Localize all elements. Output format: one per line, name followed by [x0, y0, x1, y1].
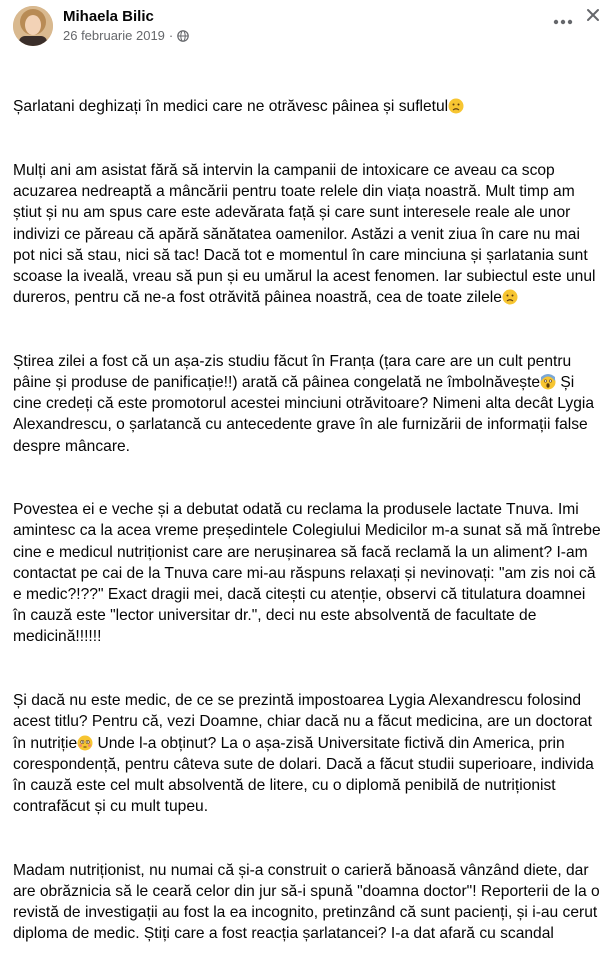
- close-icon[interactable]: [585, 6, 601, 29]
- avatar[interactable]: [13, 6, 53, 46]
- post-paragraph: Șarlatani deghizați în medici care ne otrăvesc pâinea și sufletul: [13, 96, 601, 117]
- post-paragraph: Povestea ei e veche și a debutat odată cu reclama la produsele lactate Tnuva. Imi amintesc ca la acea vreme președintele Colegiului Medicilor m-a sunat să mă întrebe cine e medicul nutriționist care are nerușinarea să facă reclamă la un aliment? I-am contactat pe cai de la Tnuva care mi-au răspuns relaxați și nevinovați: "am zis noi că e medic?!??" Exact dragii mei, dacă citești cu atenție, observi că titulatura doamnei în cauză este "lector universitar dr.", deci nu este absolventă de facultate de medicină!!!!!!: [13, 501, 605, 646]
- post-paragraph: Madam nutriționist, nu numai că și-a construit o carieră bănoasă vânzând diete, dar are obrăznicia să le ceară celor din jur să-i spună "doamna doctor"! Reporterii de la o revistă de investigații au fost la ea incognito, pretinzând că sunt pacienți, și i-au cerut diploma de medic. Știți care a fost reacția șarlatancei? I-a dat afară cu scandal: [13, 861, 604, 943]
- post-paragraph: Știrea zilei a fost că un așa-zis studiu făcut în Franța (țara care are un cult pentru pâine și produse de panificație!!) arată că pâinea congelată ne îmbolnăvește Și cine credeți că este promotorul acestei minciuni otrăvitoare? Nimeni alta decât Lygia Alexandrescu, o șarlatancă cu antecedente grave în ale furnizării de informații false despre mâncare.: [13, 352, 598, 455]
- meta-separator: ·: [168, 28, 174, 43]
- post-paragraph: Și dacă nu este medic, de ce se prezintă impostoarea Lygia Alexandrescu folosind acest titlu? Pentru că, vezi Doamne, chiar dacă nu a făcut medicina, are un doctorat în nutriție Unde l-a obținut? La o așa-zisă Universitate fictivă din America, prin corespondență, pentru câteva sute de dolari. Dacă a făcut studii superioare, individa în cauză este cel mult absolventă de litere, cu o diplomă penibilă de nutriționist contrafăcut și cu mult tupeu.: [13, 692, 599, 816]
- author-name[interactable]: Mihaela Bilic: [63, 8, 154, 25]
- sad-face-emoji: [448, 98, 464, 114]
- flushed-face-emoji: [77, 735, 93, 751]
- post-paragraph: Mulți ani am asistat fără să intervin la campanii de intoxicare ce aveau ca scop acuzarea nedreaptă a mâncării pentru toate relele din viața noastră. Mult timp am știut și nu am spus care este adevărata față și care sunt interesele reale ale unor indivizi ce păreau că apără sănătatea oamenilor. Astăzi a venit ziua în care nu mai pot nici să stau, nici să tac! Dacă tot e momentul în care minciuna și șarlatania sunt scoase la iveală, vreau să pun și eu umărul la acest fenomen. Iar subiectul este unul dureros, pentru că ne-a fost otrăvită pâinea noastră, cea de toate zilele: [13, 162, 600, 307]
- post-date[interactable]: 26 februarie 2019: [63, 28, 165, 43]
- more-options-icon[interactable]: [553, 9, 573, 30]
- screaming-face-emoji: [540, 374, 556, 390]
- sad-face-emoji: [502, 289, 518, 305]
- post-body: [13, 54, 605, 966]
- post-header: [13, 6, 603, 46]
- post-meta: [63, 28, 189, 43]
- globe-icon[interactable]: [177, 30, 189, 42]
